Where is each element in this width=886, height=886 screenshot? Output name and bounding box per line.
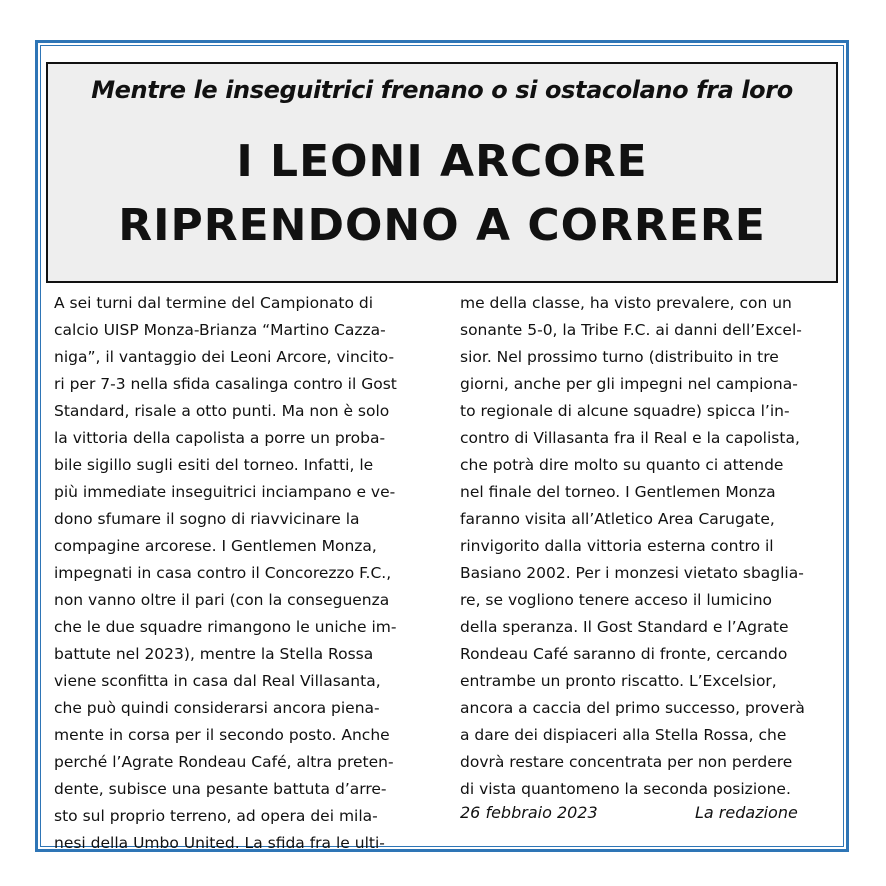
article-line: della speranza. Il Gost Standard e l’Agrate <box>460 618 789 636</box>
article-line: ancora a caccia del primo successo, proverà <box>460 699 805 717</box>
article-line: nel finale del torneo. I Gentlemen Monza <box>460 483 776 501</box>
article-line: sior. Nel prossimo turno (distribuito in tre <box>460 348 779 366</box>
article-column-right <box>460 290 832 803</box>
headline-box <box>46 62 838 283</box>
headline-subtitle: Mentre le inseguitrici frenano o si ostacolano fra loro <box>91 76 793 104</box>
article-line: ri per 7-3 nella sfida casalinga contro il Gost <box>54 375 397 393</box>
article-line: dente, subisce una pesante battuta d’arre- <box>54 780 387 798</box>
article-line: che può quindi considerarsi ancora piena- <box>54 699 380 717</box>
article-line: dono sfumare il sogno di riavvicinare la <box>54 510 360 528</box>
article-line: che potrà dire molto su quanto ci attende <box>460 456 784 474</box>
article-line: rinvigorito dalla vittoria esterna contro il <box>460 537 774 555</box>
article-line: giorni, anche per gli impegni nel campiona- <box>460 375 798 393</box>
article-line: nesi della Umbo United. La sfida fra le ulti- <box>54 834 385 852</box>
article-line: di vista quantomeno la seconda posizione. <box>460 780 791 798</box>
article-line: perché l’Agrate Rondeau Café, altra preten- <box>54 753 394 771</box>
article-line: to regionale di alcune squadre) spicca l’in- <box>460 402 790 420</box>
article-line: non vanno oltre il pari (con la conseguenza <box>54 591 390 609</box>
article-line: battute nel 2023), mentre la Stella Rossa <box>54 645 374 663</box>
headline-title-line1: I LEONI ARCORE <box>236 136 648 187</box>
article-line: contro di Villasanta fra il Real e la capolista, <box>460 429 800 447</box>
article-line: mente in corsa per il secondo posto. Anche <box>54 726 390 744</box>
article-line: re, se vogliono tenere acceso il lumicino <box>460 591 773 609</box>
article-line: Basiano 2002. Per i monzesi vietato sbaglia- <box>460 564 804 582</box>
article-line: la vittoria della capolista a porre un proba- <box>54 429 386 447</box>
article-line: A sei turni dal termine del Campionato di <box>54 294 374 312</box>
article-line: a dare dei dispiaceri alla Stella Rossa, che <box>460 726 787 744</box>
article-line: dovrà restare concentrata per non perdere <box>460 753 793 771</box>
article-line: Standard, risale a otto punti. Ma non è solo <box>54 402 390 420</box>
article-line: niga”, il vantaggio dei Leoni Arcore, vincito- <box>54 348 395 366</box>
article-author: La redazione <box>695 803 798 822</box>
article-line: faranno visita all’Atletico Area Carugate, <box>460 510 775 528</box>
article-line: Rondeau Café saranno di fronte, cercando <box>460 645 788 663</box>
article-line: sonante 5-0, la Tribe F.C. ai danni dell’Excel- <box>460 321 802 339</box>
article-column-left <box>54 290 426 857</box>
article-line: calcio UISP Monza-Brianza “Martino Cazza- <box>54 321 386 339</box>
article-line: bile sigillo sugli esiti del torneo. Infatti, le <box>54 456 374 474</box>
article-line: compagine arcorese. I Gentlemen Monza, <box>54 537 377 555</box>
article-line: che le due squadre rimangono le uniche im- <box>54 618 397 636</box>
article-line: entrambe un pronto riscatto. L’Excelsior, <box>460 672 777 690</box>
article-line: sto sul proprio terreno, ad opera dei mila- <box>54 807 378 825</box>
article-line: impegnati in casa contro il Concorezzo F.C., <box>54 564 392 582</box>
article-date: 26 febbraio 2023 <box>460 803 598 822</box>
article-line: me della classe, ha visto prevalere, con un <box>460 294 792 312</box>
article-line: più immediate inseguitrici inciampano e ve- <box>54 483 396 501</box>
article-line: viene sconfitta in casa dal Real Villasanta, <box>54 672 381 690</box>
headline-title-line2: RIPRENDONO A CORRERE <box>118 200 766 251</box>
